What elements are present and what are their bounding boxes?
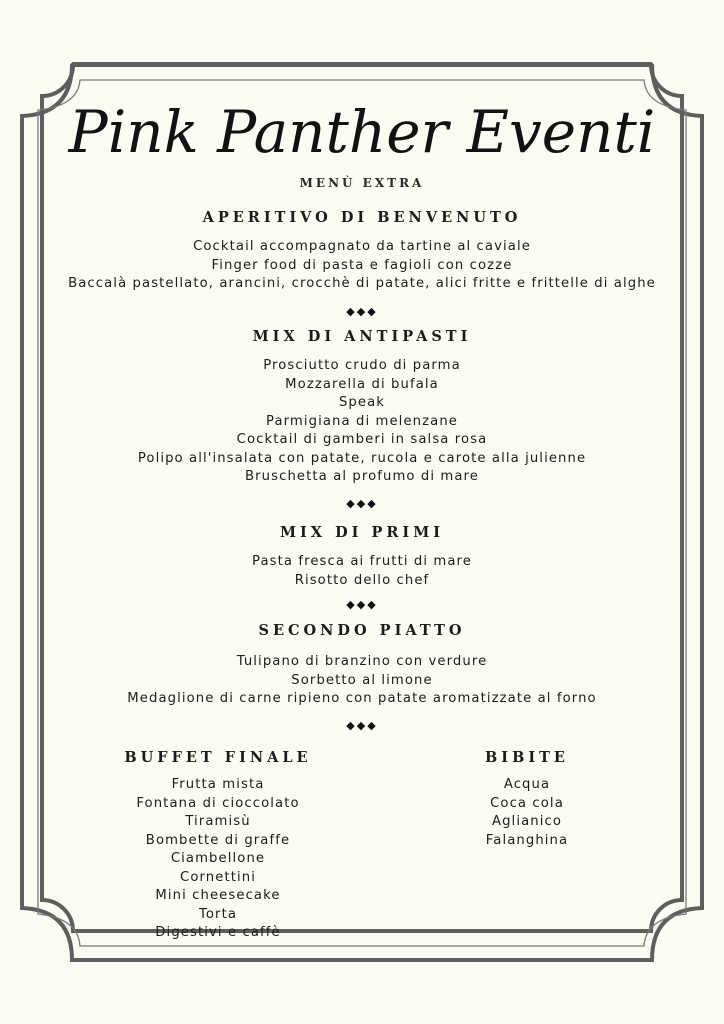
menu-item: Cocktail di gamberi in salsa rosa <box>236 432 488 447</box>
section-heading: MIX DI ANTIPASTI <box>252 328 472 345</box>
menu-item: Parmigiana di melenzane <box>266 413 458 429</box>
menu-item: Fontana di cioccolato <box>136 795 300 811</box>
section-antipasti <box>40 327 684 487</box>
diamond-divider: ◆◆◆ <box>346 719 378 732</box>
menu-item: Bruschetta al profumo di mare <box>245 469 479 484</box>
diamond-divider: ◆◆◆ <box>346 598 378 611</box>
menu-item: Digestivi e caffè <box>155 925 281 940</box>
menu-item: Torta <box>198 906 238 922</box>
menu-item: Speak <box>338 395 386 410</box>
section-heading: APERITIVO DI BENVENUTO <box>202 209 522 226</box>
item-list <box>98 776 338 943</box>
menu-subtitle: MENÙ EXTRA <box>299 176 425 190</box>
menu-item: Sorbetto al limone <box>291 672 433 688</box>
menu-item: Prosciutto crudo di parma <box>263 358 461 373</box>
section-bibite <box>432 748 622 850</box>
menu-item: Mini cheesecake <box>155 888 281 903</box>
menu-item: Baccalà pastellato, arancini, crocchè di patate, alici fritte e frittelle di alghe <box>68 276 656 291</box>
menu-item: Tulipano di branzino con verdure <box>236 654 488 669</box>
menu-item: Finger food di pasta e fagioli con cozze <box>211 257 513 273</box>
menu-item: Polipo all'insalata con patate, rucola e carote alla julienne <box>137 450 587 466</box>
diamond-divider: ◆◆◆ <box>346 305 378 318</box>
menu-item: Pasta fresca ai frutti di mare <box>252 554 472 569</box>
section-buffet <box>98 748 338 943</box>
section-heading: BIBITE <box>485 749 569 766</box>
menu-item: Ciambellone <box>170 851 266 866</box>
menu-item: Tiramisù <box>185 814 251 829</box>
item-list <box>40 357 684 487</box>
menu-item: Mozzarella di bufala <box>285 376 439 392</box>
section-heading: SECONDO PIATTO <box>258 622 466 639</box>
diamond-divider: ◆◆◆ <box>346 497 378 510</box>
page-title: Pink Panther Eventi <box>68 98 656 166</box>
menu-item: Cornettini <box>180 869 256 885</box>
section-aperitivo <box>40 208 684 294</box>
section-primi <box>40 523 684 590</box>
menu-item: Aglianico <box>491 814 563 829</box>
menu-item: Bombette di graffe <box>145 832 291 848</box>
item-list <box>40 653 684 709</box>
section-heading: MIX DI PRIMI <box>279 524 445 541</box>
menu-item: Falanghina <box>485 832 569 848</box>
menu-item: Cocktail accompagnato da tartine al caviale <box>193 239 531 254</box>
section-secondo <box>40 621 684 709</box>
menu-item: Medaglione di carne ripieno con patate aromatizzate al forno <box>127 691 597 706</box>
menu-item: Frutta mista <box>171 777 265 792</box>
section-heading: BUFFET FINALE <box>124 749 312 766</box>
menu-item: Coca cola <box>490 795 564 811</box>
item-list <box>40 238 684 294</box>
item-list <box>432 776 622 850</box>
menu-item: Acqua <box>503 777 551 792</box>
item-list <box>40 553 684 590</box>
menu-item: Risotto dello chef <box>294 572 430 588</box>
